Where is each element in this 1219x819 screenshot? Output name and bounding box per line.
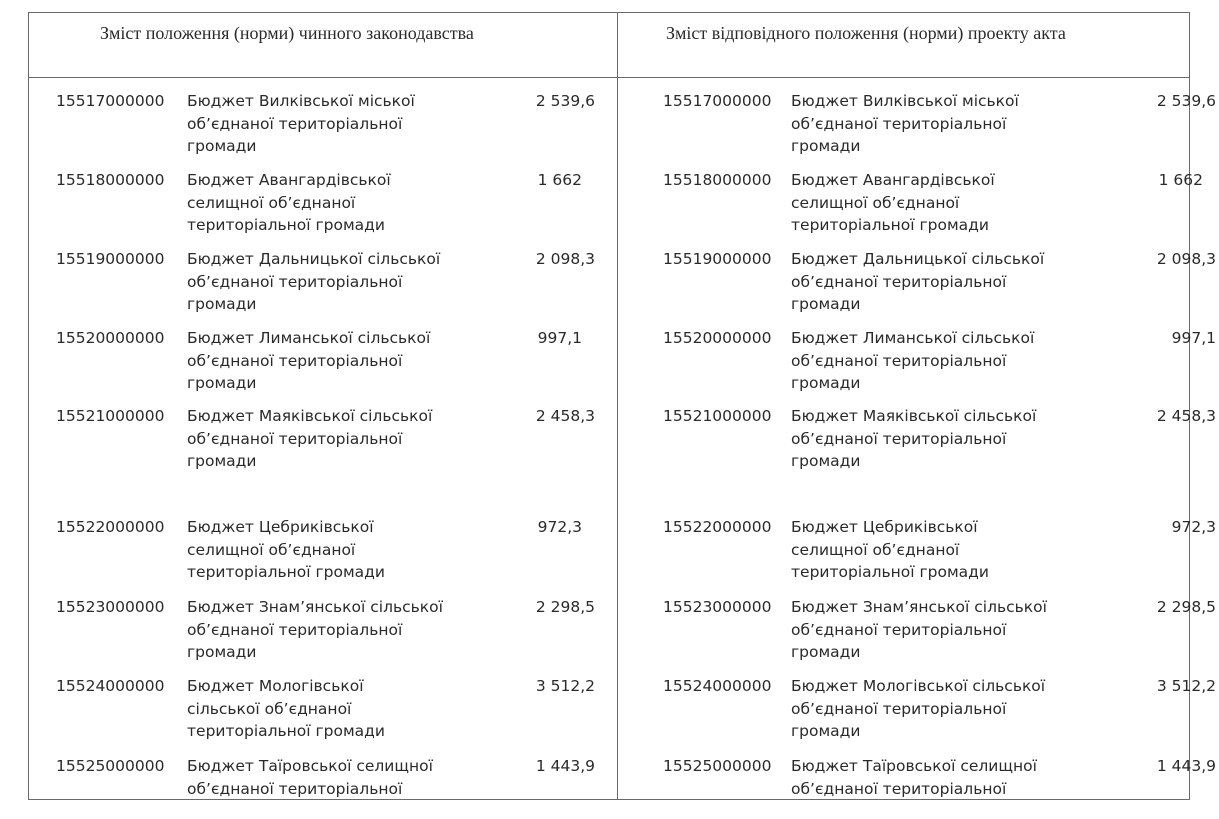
row-code: 15521000000 (56, 407, 165, 425)
row-amount: 997,1 (537, 329, 582, 347)
right-column-header: Зміст відповідного положення (норми) проекту акта (666, 23, 1066, 43)
row-code: 15520000000 (56, 329, 165, 347)
row-name: Бюджет Дальницької сільської об’єднаної територіальної громади (791, 250, 1045, 313)
row-amount: 1 443,9 (1156, 757, 1216, 775)
row-name: Бюджет Цебриківської селищної об’єднаної територіальної громади (187, 518, 385, 581)
row-name: Бюджет Лиманської сільської об’єднаної територіальної громади (187, 329, 431, 392)
row-name: Бюджет Мологівської сільської об’єднаної територіальної громади (187, 677, 385, 740)
row-code: 15523000000 (663, 598, 772, 616)
left-column-header: Зміст положення (норми) чинного законодавства (100, 23, 474, 43)
row-code: 15517000000 (56, 92, 165, 110)
row-name: Бюджет Цебриківської селищної об’єднаної територіальної громади (791, 518, 989, 581)
row-name: Бюджет Мологівської сільської об’єднаної територіальної громади (791, 677, 1046, 740)
row-amount: 972,3 (1171, 518, 1216, 536)
row-amount: 2 098,3 (1156, 250, 1216, 268)
row-code: 15524000000 (56, 677, 165, 695)
row-code: 15518000000 (663, 171, 772, 189)
row-amount: 2 098,3 (535, 250, 595, 268)
row-name: Бюджет Вилківської міської об’єднаної територіальної громади (791, 92, 1019, 155)
row-code: 15525000000 (663, 757, 772, 775)
row-amount: 1 443,9 (535, 757, 595, 775)
row-amount: 2 298,5 (535, 598, 595, 616)
row-amount: 3 512,2 (1156, 677, 1216, 695)
row-code: 15522000000 (663, 518, 772, 536)
row-code: 15525000000 (56, 757, 165, 775)
row-amount: 2 539,6 (1156, 92, 1216, 110)
row-code: 15519000000 (56, 250, 165, 268)
column-divider (617, 12, 618, 800)
row-amount: 1 662 (1158, 171, 1203, 189)
row-amount: 972,3 (537, 518, 582, 536)
row-amount: 2 458,3 (535, 407, 595, 425)
row-name: Бюджет Знам’янської сільської об’єднаної територіальної громади (187, 598, 443, 661)
row-amount: 997,1 (1171, 329, 1216, 347)
row-name: Бюджет Авангардівської селищної об’єднаної територіальної громади (187, 171, 391, 234)
header-separator (28, 77, 1190, 78)
row-amount: 3 512,2 (535, 677, 595, 695)
row-name: Бюджет Таїровської селищної об’єднаної територіальної (187, 757, 433, 798)
row-name: Бюджет Таїровської селищної об’єднаної територіальної (791, 757, 1037, 798)
row-code: 15523000000 (56, 598, 165, 616)
row-name: Бюджет Дальницької сільської об’єднаної територіальної громади (187, 250, 441, 313)
row-name: Бюджет Лиманської сільської об’єднаної територіальної громади (791, 329, 1035, 392)
row-code: 15519000000 (663, 250, 772, 268)
row-code: 15517000000 (663, 92, 772, 110)
row-name: Бюджет Знам’янської сільської об’єднаної територіальної громади (791, 598, 1047, 661)
row-code: 15520000000 (663, 329, 772, 347)
row-amount: 2 458,3 (1156, 407, 1216, 425)
row-amount: 2 539,6 (535, 92, 595, 110)
row-code: 15518000000 (56, 171, 165, 189)
row-code: 15521000000 (663, 407, 772, 425)
row-code: 15522000000 (56, 518, 165, 536)
row-name: Бюджет Вилківської міської об’єднаної територіальної громади (187, 92, 415, 155)
row-amount: 2 298,5 (1156, 598, 1216, 616)
row-name: Бюджет Маяківської сільської об’єднаної територіальної громади (187, 407, 433, 470)
row-amount: 1 662 (537, 171, 582, 189)
row-code: 15524000000 (663, 677, 772, 695)
row-name: Бюджет Маяківської сільської об’єднаної територіальної громади (791, 407, 1037, 470)
row-name: Бюджет Авангардівської селищної об’єднаної територіальної громади (791, 171, 995, 234)
